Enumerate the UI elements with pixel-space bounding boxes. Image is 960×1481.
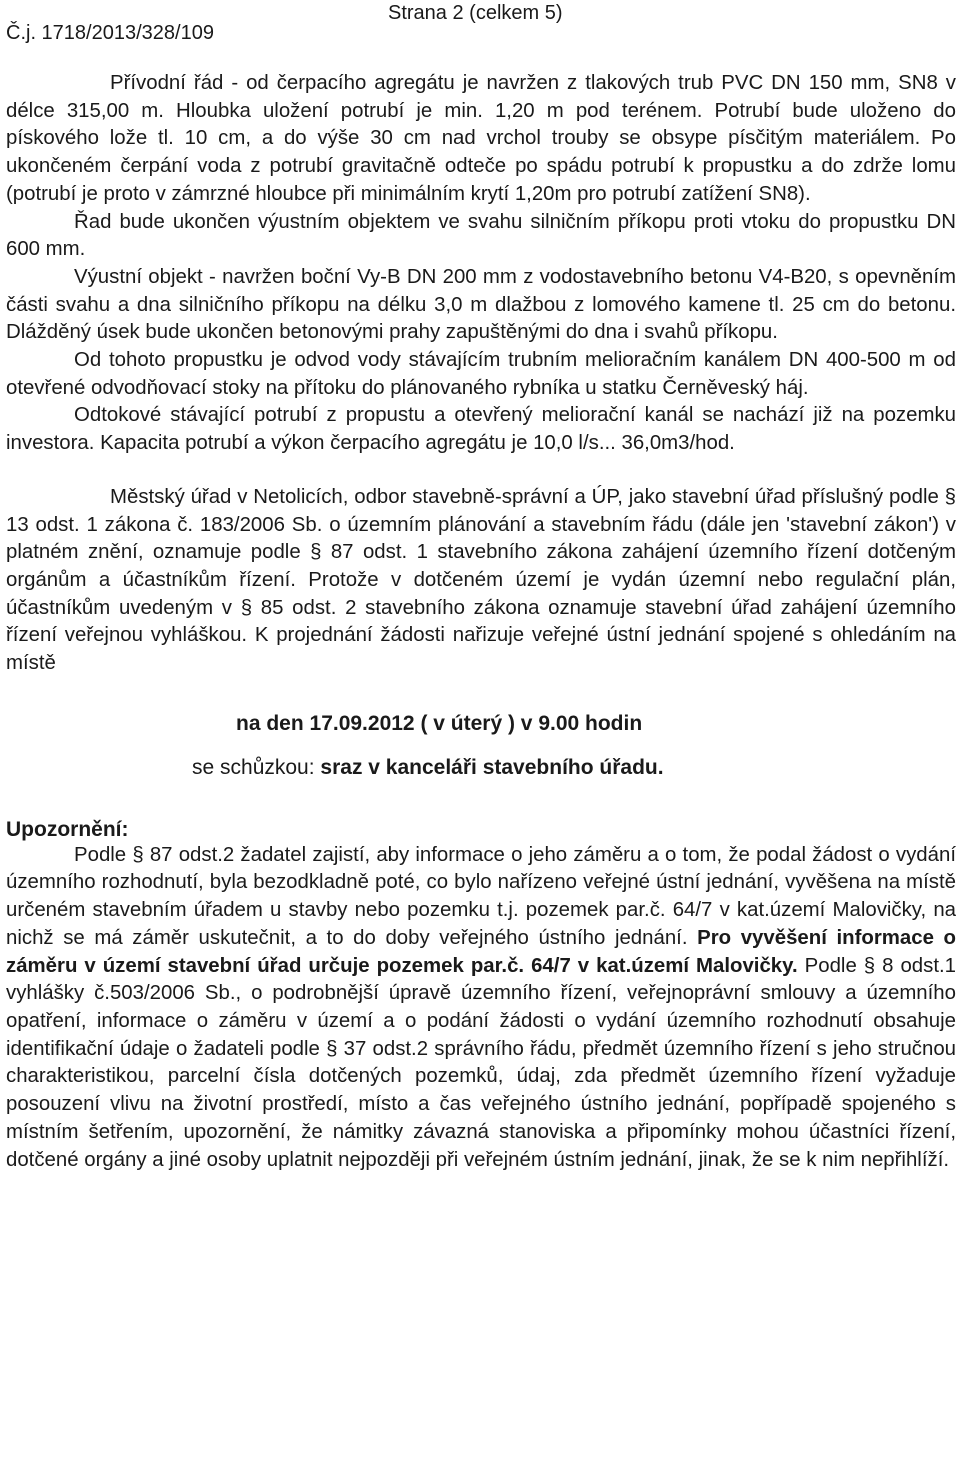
- reference-number: Č.j. 1718/2013/328/109: [6, 22, 214, 44]
- paragraph-capacity: Odtokové stávající potrubí z propustu a otevřený meliorační kanál se nachází již na pozemku investora. Kapacita potrubí a výkon čerpacího agregátu je 10,0 l/s... 36,0m3/hod.: [6, 404, 956, 455]
- document-page: [6, 0, 956, 1174]
- warning-text-a: Podle § 87 odst.2 žadatel zajistí, aby informace o jeho záměru a o tom, že podal žádost o vydání územního rozhodnutí, byla bezodkladně poté, co bylo nařízeno veřejné ústní jednání, vyvěšena na místě určeném stavebním úřadem u stavby nebo pozemku t.j. pozemek par.č. 64/7 v kat.území Malovičky, na nichž se má záměr uskutečnit, a to do doby veřejného ústního jednání.: [6, 843, 956, 949]
- meeting-place-value: sraz v kanceláři stavebního úřadu.: [320, 755, 664, 779]
- meeting-date: na den 17.09.2012 ( v úterý ) v 9.00 hodin: [236, 711, 643, 735]
- paragraph-notice: Městský úřad v Netolicích, odbor stavebně-správní a ÚP, jako stavební úřad příslušný podle § 13 odst. 1 zákona č. 183/2006 Sb. o územním plánování a stavebním řádu (dále jen 'stavební zákon') v platném znění, oznamuje podle § 87 odst. 1 stavebního zákona zahájení územního řízení dotčeným orgánům a účastníkům řízení. Protože v dotčeném území je vydán územní nebo regulační plán, účastníkům uvedeným v § 85 odst. 2 stavebního zákona oznamuje stavební úřad zahájení územního řízení veřejnou vyhláškou. K projednání žádosti nařizuje veřejné ústní jednání spojené s ohledáním na místě: [6, 485, 956, 675]
- warning-title: Upozornění:: [6, 817, 129, 841]
- paragraph-outlet-object: Výustní objekt - navržen boční Vy-B DN 200 mm z vodostavebního betonu V4-B20, s opevněním části svahu a dna silničního příkopu na délku 3,0 m dlažbou z lomového kamene tl. 25 cm do betonu. Dlážděný úsek bude ukončen betonovými prahy zapuštěnými do dna i svahů příkopu.: [6, 265, 956, 344]
- page-header: [6, 0, 956, 52]
- meeting-place-label: se schůzkou:: [192, 755, 315, 779]
- warning-text-b: Podle § 8 odst.1 vyhlášky č.503/2006 Sb., o podrobnější úpravě územního řízení, veřejnoprávní smlouvy a územního opatření, informace o záměru v území a o podání žádosti o vydání územního rozhodnutí obsahuje identifikační údaje o žadateli podle § 37 odst.2 správního řádu, předmět územního řízení s jeho stručnou charakteristikou, parcelní čísla dotčených pozemků, údaj, zda předmět územního řízení vyžaduje posouzení vlivu na životní prostředí, místo a čas veřejného ústního jednání, popřípadě spojeného s místním šetřením, upozornění, že námitky závazná stanoviska a připomínky mohou účastníci řízení, dotčené orgány a jiné osoby uplatnit nejpozději při veřejném ústním jednání, jinak, že se k nim nepřihlíží.: [6, 954, 956, 1171]
- paragraph-drainage: Od tohoto propustku je odvod vody stávajícím trubním melioračním kanálem DN 400-500 m od otevřené odvodňovací stoky na přítoku do plánovaného rybníka u statku Černěveský háj.: [6, 349, 956, 399]
- meeting-place: [6, 756, 956, 780]
- page-number: Strana 2 (celkem 5): [388, 2, 563, 24]
- paragraph-supply-line: Přívodní řád - od čerpacího agregátu je navržen z tlakových trub PVC DN 150 mm, SN8 v délce 315,00 m. Hloubka uložení potrubí je min. 1,20 m pod terénem. Potrubí bude uloženo do pískového lože tl. 10 cm, a do výše 30 cm nad vrchol trouby se obsype písčitým materiálem. Po ukončeném čerpání voda z potrubí gravitačně odteče po spádu potrubí k propustku a do zdrže lomu (potrubí je proto v zámrzné hloubce při minimálním krytí 1,20m pro potrubí zatížení SN8).: [6, 72, 956, 205]
- paragraph-outlet-end: Řad bude ukončen výustním objektem ve svahu silničním příkopu proti vtoku do propustku DN 600 mm.: [6, 210, 956, 261]
- warning-text: [6, 842, 956, 1174]
- warning-text-bold: Pro vyvěšení informace o záměru v území stavební úřad určuje pozemek par.č. 64/7 v kat.území Malovičky.: [6, 926, 956, 977]
